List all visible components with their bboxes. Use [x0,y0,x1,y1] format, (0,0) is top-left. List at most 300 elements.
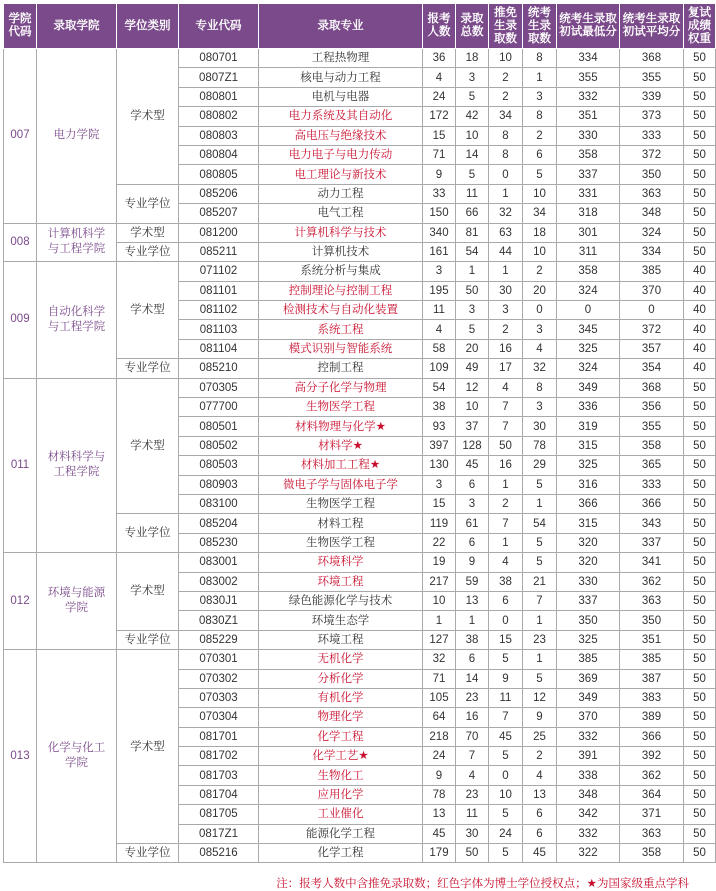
major-code: 077700 [179,398,259,417]
exempt-admitted: 4 [489,378,523,397]
retest-weight: 50 [684,708,716,727]
major-name: 控制理论与控制工程 [259,281,423,300]
avg-score: 358 [620,436,684,455]
exam-admitted: 12 [523,688,557,707]
degree-type: 专业学位 [117,242,179,261]
exam-admitted: 9 [523,708,557,727]
applicants: 71 [423,669,456,688]
major-name: 微电子学与固体电子学 [259,475,423,494]
major-name: 生物化工 [259,766,423,785]
major-code: 080701 [179,49,259,68]
major-code: 080501 [179,417,259,436]
retest-weight: 50 [684,475,716,494]
avg-score: 387 [620,669,684,688]
degree-type: 学术型 [117,49,179,185]
admission-table-container [3,3,711,890]
avg-score: 334 [620,242,684,261]
total-admitted: 5 [456,87,489,106]
exempt-admitted: 10 [489,785,523,804]
total-admitted: 11 [456,805,489,824]
applicants: 24 [423,87,456,106]
avg-score: 341 [620,553,684,572]
retest-weight: 50 [684,727,716,746]
applicants: 3 [423,475,456,494]
applicants: 93 [423,417,456,436]
avg-score: 363 [620,591,684,610]
avg-score: 392 [620,747,684,766]
major-name: 有机化学 [259,688,423,707]
degree-type: 专业学位 [117,359,179,378]
total-admitted: 11 [456,184,489,203]
major-name: 生物医学工程 [259,398,423,417]
major-code: 070303 [179,688,259,707]
retest-weight: 50 [684,650,716,669]
exam-admitted: 25 [523,727,557,746]
exam-admitted: 1 [523,68,557,87]
total-admitted: 6 [456,533,489,552]
avg-score: 385 [620,262,684,281]
min-score: 301 [557,223,620,242]
exempt-admitted: 24 [489,824,523,843]
major-code: 085207 [179,204,259,223]
applicants: 161 [423,242,456,261]
min-score: 349 [557,688,620,707]
retest-weight: 40 [684,359,716,378]
avg-score: 355 [620,417,684,436]
school-code: 013 [4,650,37,863]
applicants: 33 [423,184,456,203]
total-admitted: 50 [456,281,489,300]
avg-score: 366 [620,727,684,746]
total-admitted: 38 [456,630,489,649]
retest-weight: 50 [684,611,716,630]
exempt-admitted: 1 [489,533,523,552]
exempt-admitted: 32 [489,204,523,223]
school-name: 计算机科学与工程学院 [37,223,117,262]
min-score: 350 [557,611,620,630]
min-score: 337 [557,165,620,184]
exempt-admitted: 7 [489,708,523,727]
retest-weight: 50 [684,456,716,475]
min-score: 319 [557,417,620,436]
retest-weight: 50 [684,630,716,649]
retest-weight: 50 [684,378,716,397]
exempt-admitted: 5 [489,844,523,863]
retest-weight: 50 [684,785,716,804]
major-name: 分析化学 [259,669,423,688]
exempt-admitted: 0 [489,611,523,630]
exempt-admitted: 16 [489,456,523,475]
min-score: 366 [557,494,620,513]
total-admitted: 18 [456,49,489,68]
applicants: 38 [423,398,456,417]
exam-admitted: 8 [523,378,557,397]
exam-admitted: 1 [523,494,557,513]
retest-weight: 50 [684,553,716,572]
exam-admitted: 30 [523,417,557,436]
min-score: 315 [557,514,620,533]
exam-admitted: 54 [523,514,557,533]
avg-score: 368 [620,378,684,397]
major-name: 高分子化学与物理 [259,378,423,397]
exam-admitted: 8 [523,107,557,126]
applicants: 78 [423,785,456,804]
retest-weight: 50 [684,223,716,242]
retest-weight: 50 [684,165,716,184]
major-name: 环境科学 [259,553,423,572]
applicants: 130 [423,456,456,475]
exempt-admitted: 30 [489,281,523,300]
exam-admitted: 2 [523,747,557,766]
major-code: 080903 [179,475,259,494]
retest-weight: 50 [684,591,716,610]
min-score: 385 [557,650,620,669]
total-admitted: 61 [456,514,489,533]
exam-admitted: 2 [523,262,557,281]
applicants: 109 [423,359,456,378]
applicants: 218 [423,727,456,746]
header-avg-score: 统考生录取初试平均分 [620,4,684,49]
major-name: 电气工程 [259,204,423,223]
total-admitted: 5 [456,320,489,339]
retest-weight: 50 [684,824,716,843]
degree-type: 专业学位 [117,184,179,223]
major-code: 083100 [179,494,259,513]
avg-score: 362 [620,766,684,785]
total-admitted: 12 [456,378,489,397]
exempt-admitted: 1 [489,184,523,203]
school-name: 材料科学与工程学院 [37,378,117,553]
header-min-score: 统考生录取初试最低分 [557,4,620,49]
applicants: 15 [423,494,456,513]
avg-score: 371 [620,805,684,824]
major-name: 材料工程 [259,514,423,533]
major-code: 083002 [179,572,259,591]
applicants: 179 [423,844,456,863]
exam-admitted: 5 [523,553,557,572]
avg-score: 383 [620,688,684,707]
header-school-code: 学院代码 [4,4,37,49]
avg-score: 363 [620,824,684,843]
applicants: 119 [423,514,456,533]
avg-score: 362 [620,572,684,591]
min-score: 334 [557,49,620,68]
total-admitted: 23 [456,688,489,707]
avg-score: 343 [620,514,684,533]
degree-type: 专业学位 [117,514,179,553]
major-code: 080502 [179,436,259,455]
avg-score: 350 [620,611,684,630]
exam-admitted: 5 [523,533,557,552]
min-score: 332 [557,87,620,106]
total-admitted: 5 [456,165,489,184]
degree-type: 学术型 [117,650,179,844]
total-admitted: 128 [456,436,489,455]
table-row [4,49,716,68]
applicants: 15 [423,126,456,145]
avg-score: 364 [620,785,684,804]
avg-score: 365 [620,456,684,475]
major-code: 0817Z1 [179,824,259,843]
school-name: 自动化科学与工程学院 [37,262,117,378]
exempt-admitted: 1 [489,475,523,494]
exempt-admitted: 2 [489,68,523,87]
exam-admitted: 18 [523,223,557,242]
exempt-admitted: 3 [489,301,523,320]
min-score: 325 [557,456,620,475]
major-code: 0830J1 [179,591,259,610]
exempt-admitted: 5 [489,805,523,824]
applicants: 19 [423,553,456,572]
total-admitted: 10 [456,398,489,417]
min-score: 345 [557,320,620,339]
min-score: 355 [557,68,620,87]
major-name: 环境工程 [259,630,423,649]
total-admitted: 59 [456,572,489,591]
min-score: 358 [557,262,620,281]
applicants: 58 [423,339,456,358]
table-row [4,262,716,281]
applicants: 71 [423,145,456,164]
total-admitted: 1 [456,611,489,630]
total-admitted: 6 [456,475,489,494]
applicants: 105 [423,688,456,707]
exempt-admitted: 15 [489,630,523,649]
retest-weight: 50 [684,87,716,106]
avg-score: 324 [620,223,684,242]
header-total-admitted: 录取总数 [456,4,489,49]
exempt-admitted: 9 [489,669,523,688]
total-admitted: 3 [456,301,489,320]
table-row [4,553,716,572]
exempt-admitted: 5 [489,747,523,766]
exam-admitted: 32 [523,359,557,378]
major-name: 检测技术与自动化装置 [259,301,423,320]
exempt-admitted: 11 [489,688,523,707]
major-code: 070301 [179,650,259,669]
total-admitted: 20 [456,339,489,358]
retest-weight: 50 [684,49,716,68]
major-code: 070305 [179,378,259,397]
avg-score: 348 [620,204,684,223]
avg-score: 370 [620,281,684,300]
total-admitted: 54 [456,242,489,261]
major-code: 085216 [179,844,259,863]
exam-admitted: 2 [523,126,557,145]
retest-weight: 50 [684,145,716,164]
school-code: 009 [4,262,37,378]
exempt-admitted: 2 [489,320,523,339]
school-name: 化学与化工学院 [37,650,117,863]
min-score: 320 [557,533,620,552]
exempt-admitted: 6 [489,591,523,610]
min-score: 315 [557,436,620,455]
applicants: 397 [423,436,456,455]
exam-admitted: 7 [523,591,557,610]
header-exempt-admitted: 推免生录取数 [489,4,523,49]
major-name: 动力工程 [259,184,423,203]
major-code: 085230 [179,533,259,552]
retest-weight: 40 [684,281,716,300]
exempt-admitted: 34 [489,107,523,126]
school-name: 电力学院 [37,49,117,224]
header-applicants: 报考人数 [423,4,456,49]
major-name: 计算机技术 [259,242,423,261]
major-code: 080802 [179,107,259,126]
exempt-admitted: 7 [489,398,523,417]
avg-score: 366 [620,494,684,513]
min-score: 369 [557,669,620,688]
exam-admitted: 4 [523,339,557,358]
min-score: 336 [557,398,620,417]
school-code: 012 [4,553,37,650]
avg-score: 357 [620,339,684,358]
degree-type: 专业学位 [117,630,179,649]
major-code: 080803 [179,126,259,145]
retest-weight: 50 [684,494,716,513]
degree-type: 专业学位 [117,844,179,863]
retest-weight: 40 [684,339,716,358]
major-name: 生物医学工程 [259,533,423,552]
exempt-admitted: 44 [489,242,523,261]
retest-weight: 50 [684,184,716,203]
footnote: 注：报考人数中含推免录取数；红色字体为博士学位授权点；★为国家级重点学科 [276,878,689,890]
major-name: 物理化学 [259,708,423,727]
major-name: 材料学★ [259,436,423,455]
applicants: 4 [423,68,456,87]
total-admitted: 16 [456,708,489,727]
exam-admitted: 13 [523,785,557,804]
exam-admitted: 20 [523,281,557,300]
retest-weight: 50 [684,514,716,533]
exam-admitted: 3 [523,320,557,339]
retest-weight: 50 [684,688,716,707]
major-code: 085211 [179,242,259,261]
exempt-admitted: 16 [489,339,523,358]
major-code: 0807Z1 [179,68,259,87]
exempt-admitted: 8 [489,145,523,164]
avg-score: 372 [620,320,684,339]
major-code: 080805 [179,165,259,184]
applicants: 217 [423,572,456,591]
applicants: 150 [423,204,456,223]
header-row [4,4,716,49]
exam-admitted: 10 [523,184,557,203]
min-score: 332 [557,727,620,746]
min-score: 330 [557,126,620,145]
avg-score: 389 [620,708,684,727]
applicants: 32 [423,650,456,669]
applicants: 4 [423,320,456,339]
major-code: 081701 [179,727,259,746]
exempt-admitted: 0 [489,766,523,785]
header-exam-admitted: 统考生录取数 [523,4,557,49]
major-name: 电工理论与新技术 [259,165,423,184]
retest-weight: 50 [684,766,716,785]
min-score: 332 [557,824,620,843]
major-name: 核电与动力工程 [259,68,423,87]
avg-score: 368 [620,49,684,68]
table-body [4,49,716,863]
applicants: 10 [423,591,456,610]
applicants: 36 [423,49,456,68]
min-score: 322 [557,844,620,863]
exam-admitted: 6 [523,824,557,843]
retest-weight: 40 [684,262,716,281]
avg-score: 333 [620,475,684,494]
min-score: 318 [557,204,620,223]
min-score: 324 [557,359,620,378]
avg-score: 363 [620,184,684,203]
exam-admitted: 5 [523,475,557,494]
exam-admitted: 1 [523,650,557,669]
degree-type: 学术型 [117,378,179,514]
avg-score: 355 [620,68,684,87]
min-score: 325 [557,630,620,649]
avg-score: 350 [620,165,684,184]
exempt-admitted: 7 [489,417,523,436]
retest-weight: 50 [684,242,716,261]
retest-weight: 50 [684,398,716,417]
retest-weight: 40 [684,301,716,320]
total-admitted: 13 [456,591,489,610]
exam-admitted: 23 [523,630,557,649]
retest-weight: 50 [684,417,716,436]
major-code: 081200 [179,223,259,242]
school-code: 011 [4,378,37,553]
exam-admitted: 6 [523,805,557,824]
total-admitted: 23 [456,785,489,804]
retest-weight: 50 [684,669,716,688]
major-name: 环境生态学 [259,611,423,630]
retest-weight: 40 [684,320,716,339]
avg-score: 373 [620,107,684,126]
major-name: 化学工艺★ [259,747,423,766]
exam-admitted: 10 [523,242,557,261]
school-code: 007 [4,49,37,224]
total-admitted: 6 [456,650,489,669]
applicants: 1 [423,611,456,630]
avg-score: 385 [620,650,684,669]
min-score: 391 [557,747,620,766]
degree-type: 学术型 [117,553,179,631]
major-code: 081103 [179,320,259,339]
major-code: 081704 [179,785,259,804]
major-code: 081702 [179,747,259,766]
major-code: 083001 [179,553,259,572]
applicants: 195 [423,281,456,300]
applicants: 45 [423,824,456,843]
header-major-code: 专业代码 [179,4,259,49]
exempt-admitted: 38 [489,572,523,591]
exempt-admitted: 45 [489,727,523,746]
total-admitted: 9 [456,553,489,572]
min-score: 342 [557,805,620,824]
table-row [4,650,716,669]
min-score: 320 [557,553,620,572]
exempt-admitted: 7 [489,514,523,533]
major-name: 电机与电器 [259,87,423,106]
table-row [4,223,716,242]
applicants: 13 [423,805,456,824]
degree-type: 学术型 [117,262,179,359]
total-admitted: 10 [456,126,489,145]
min-score: 358 [557,145,620,164]
avg-score: 356 [620,398,684,417]
exempt-admitted: 10 [489,49,523,68]
exam-admitted: 0 [523,301,557,320]
min-score: 337 [557,591,620,610]
